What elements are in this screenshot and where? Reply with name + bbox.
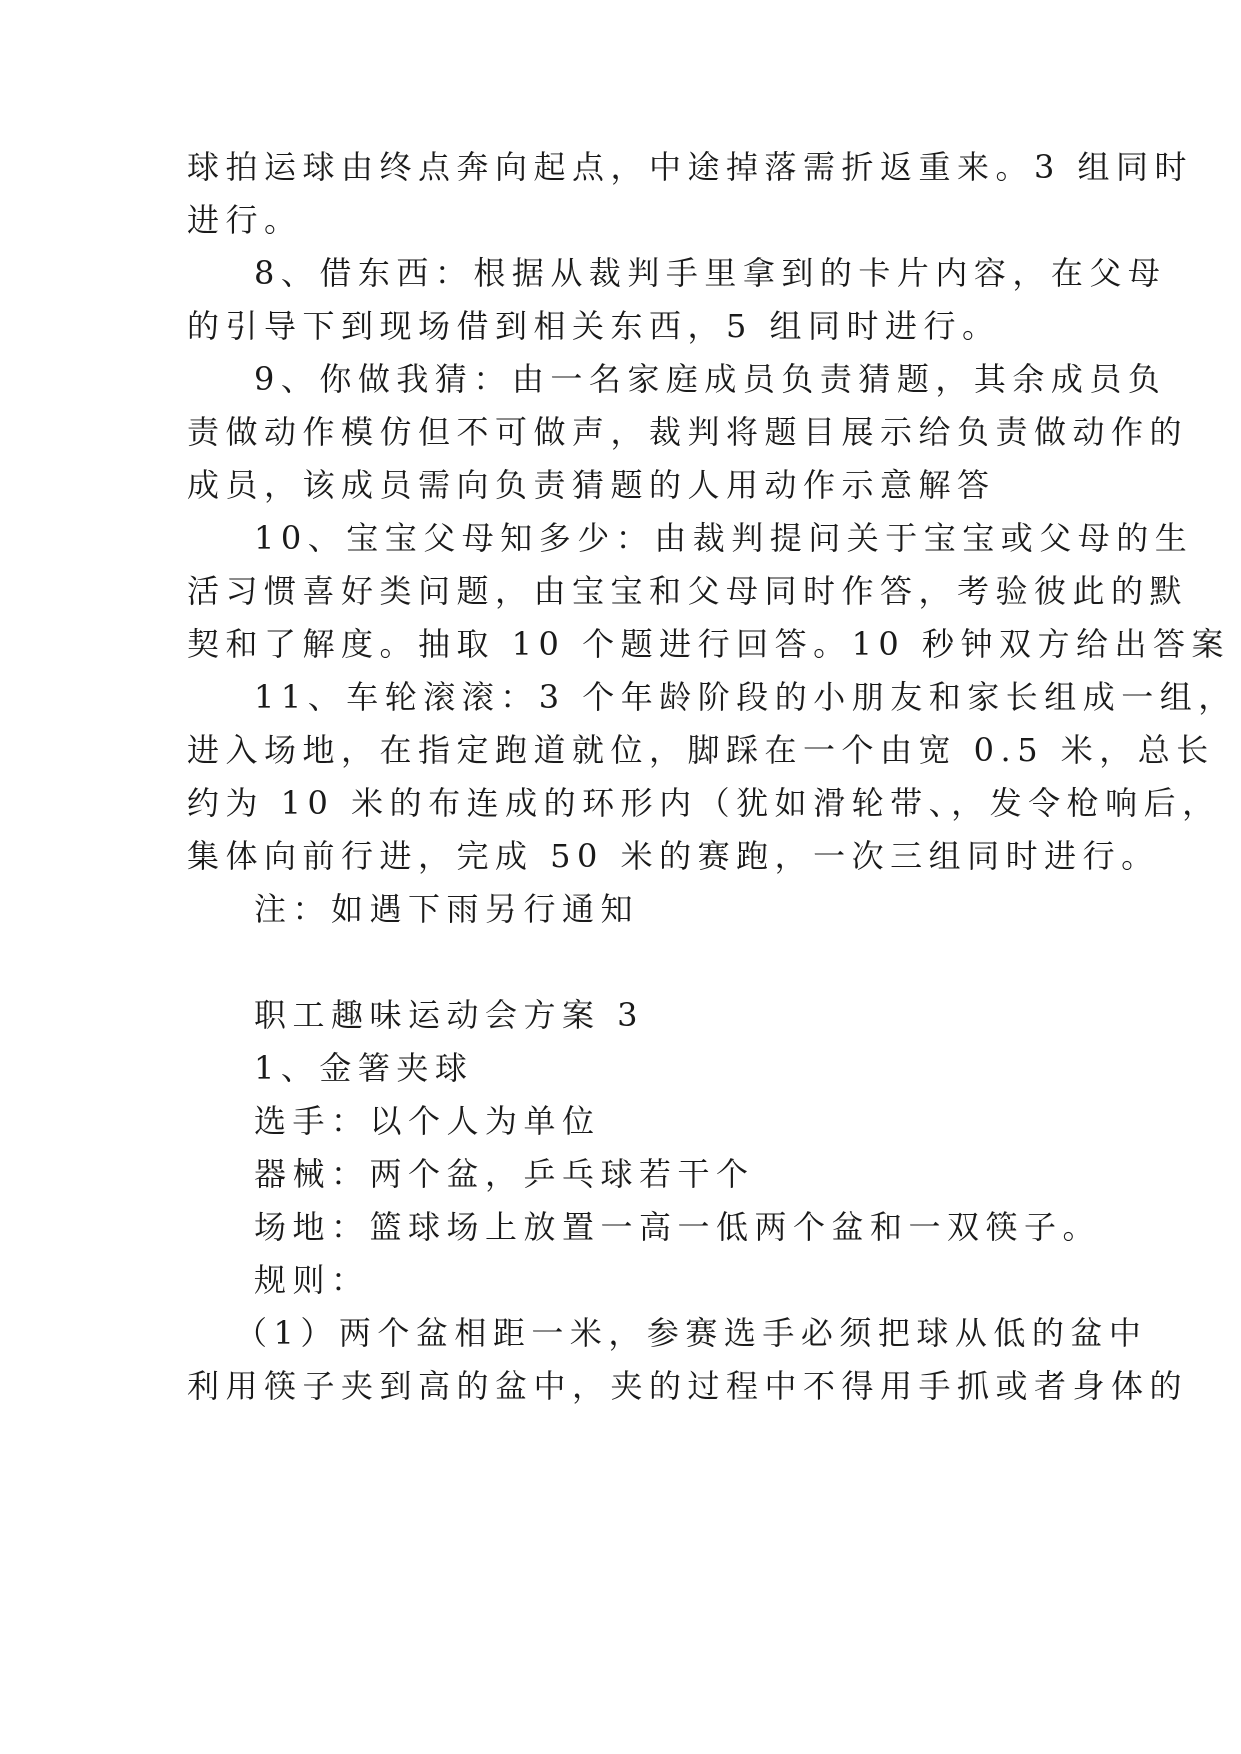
paragraph-line: 球拍运球由终点奔向起点，中途掉落需折返重来。3 组同时	[187, 148, 1194, 186]
venue-line: 场地：篮球场上放置一高一低两个盆和一双筷子。	[254, 1208, 1102, 1246]
paragraph-line: 集体向前行进，完成 50 米的赛跑，一次三组同时进行。	[187, 837, 1160, 875]
paragraph-line: 责做动作模仿但不可做声，裁判将题目展示给负责做动作的	[187, 413, 1189, 451]
paragraph-line: 利用筷子夹到高的盆中，夹的过程中不得用手抓或者身体的	[187, 1367, 1189, 1405]
rules-heading: 规则：	[254, 1261, 370, 1299]
paragraph-line: 进行。	[187, 201, 303, 239]
paragraph-line: 的引导下到现场借到相关东西，5 组同时进行。	[187, 307, 1001, 345]
paragraph-line: 成员，该成员需向负责猜题的人用动作示意解答	[187, 466, 996, 504]
paragraph-line: 进入场地，在指定跑道就位，脚踩在一个由宽 0.5 米，总长	[187, 731, 1215, 769]
participants-line: 选手：以个人为单位	[254, 1102, 601, 1140]
list-item-10: 10、宝宝父母知多少：由裁判提问关于宝宝或父母的生	[254, 519, 1194, 557]
section-title: 职工趣味运动会方案 3	[254, 996, 645, 1034]
equipment-line: 器械：两个盆，乒乓球若干个	[254, 1155, 755, 1193]
note-line: 注：如遇下雨另行通知	[254, 890, 640, 928]
list-item-8: 8、借东西：根据从裁判手里拿到的卡片内容，在父母	[254, 254, 1167, 292]
list-item-11: 11、车轮滚滚：3 个年龄阶段的小朋友和家长组成一组，	[254, 678, 1237, 716]
paragraph-line: 活习惯喜好类问题，由宝宝和父母同时作答，考验彼此的默	[187, 572, 1189, 610]
paragraph-line: 约为 10 米的布连成的环形内（犹如滑轮带、，发令枪响后，	[187, 784, 1221, 822]
event-title: 1、金箸夹球	[254, 1049, 474, 1087]
paragraph-line: 契和了解度。抽取 10 个题进行回答。10 秒钟双方给出答案	[187, 625, 1230, 663]
list-item-9: 9、你做我猜：由一名家庭成员负责猜题，其余成员负	[254, 360, 1167, 398]
rule-item-1: （1）两个盆相距一米，参赛选手必须把球从低的盆中	[235, 1314, 1148, 1352]
